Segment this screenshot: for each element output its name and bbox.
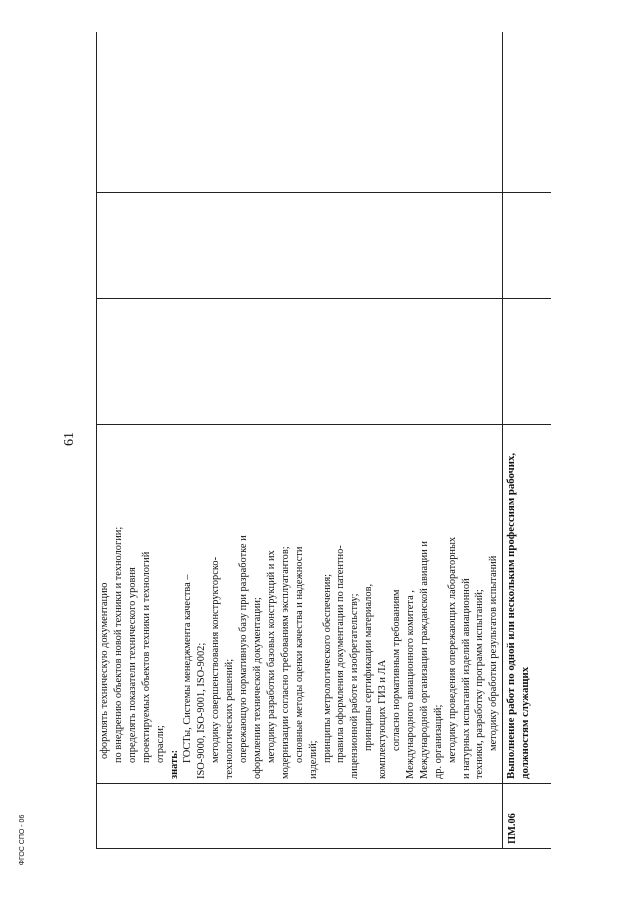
content-line: ISO-9000, ISO-9001, ISO-9002; <box>196 642 208 779</box>
content-line: проектируемых объектов техники и технологий <box>140 551 152 763</box>
pm06-title-cell <box>503 425 551 784</box>
content-line: лицензионной работе и изобретательству; <box>349 593 361 779</box>
content-line: и натурных испытаний изделий авиационной <box>460 578 472 779</box>
content-line: комплектующих ГИЗ и ЛА <box>377 659 389 779</box>
content-line: методику обработки результатов испытаний <box>488 555 500 751</box>
content-line: модернизации согласно требованиям эксплуатантов; <box>279 546 291 779</box>
table-cell-empty <box>97 299 503 425</box>
content-line: др. организаций; <box>432 704 444 779</box>
content-line: отрасли; <box>154 725 166 763</box>
table-row <box>97 32 503 849</box>
pm06-code: ПМ.06 <box>503 784 551 849</box>
content-line: определять показатели технического уровня <box>126 567 138 763</box>
content-line: методику совершенствования конструкторско- <box>210 556 222 763</box>
content-line: техники, разработку программ испытаний; <box>474 589 486 779</box>
pm06-title: Выполнение работ по одной или нескольким профессиям рабочих, должностям служащих <box>505 452 532 779</box>
table-cell-empty <box>503 32 551 193</box>
content-line: ГОСТы, Системы менеджмента качества – <box>182 574 194 763</box>
content-line: методику проведения опережающих лабораторных <box>446 536 458 763</box>
content-line: правила оформления документации по патентно- <box>335 545 347 763</box>
content-line: Международного авиационного комитета , <box>404 590 416 779</box>
table-cell-empty <box>503 193 551 299</box>
content-line: методику разработки базовых конструкций и их <box>265 550 277 763</box>
rotated-table-frame <box>96 32 551 849</box>
content-line: принципы сертификации материалов, <box>363 583 375 751</box>
content-line: принципы метрологического обеспечения; <box>321 573 333 763</box>
content-line: по внедрению объектов новой техники и технологии; <box>112 526 124 763</box>
content-line: оформлении технической документации; <box>251 597 263 779</box>
content-line: технологических решений; <box>224 658 236 779</box>
page-number: 61 <box>62 432 77 446</box>
content-line: опережающую нормативную базу при разработке и <box>238 535 250 763</box>
footer-doc-code: ФГОС СПО - 06 <box>19 814 26 866</box>
table-cell-empty <box>97 32 503 193</box>
content-line: согласно нормативным требованиям <box>391 589 403 751</box>
table-cell-empty <box>503 299 551 425</box>
content-line: Международной организации гражданской авиации и <box>418 541 430 779</box>
table-cell-content <box>97 425 503 784</box>
content-line: основные методы оценки качества и надежности <box>293 546 305 763</box>
content-line: оформлять техническую документацию <box>99 582 110 759</box>
content-line: знать: <box>168 749 180 779</box>
table-row-pm06 <box>503 32 551 849</box>
table-cell-code-empty <box>97 784 503 849</box>
content-lines <box>98 429 501 779</box>
content-line: изделий; <box>307 740 319 779</box>
competency-table <box>96 32 551 849</box>
table-cell-empty <box>97 193 503 299</box>
